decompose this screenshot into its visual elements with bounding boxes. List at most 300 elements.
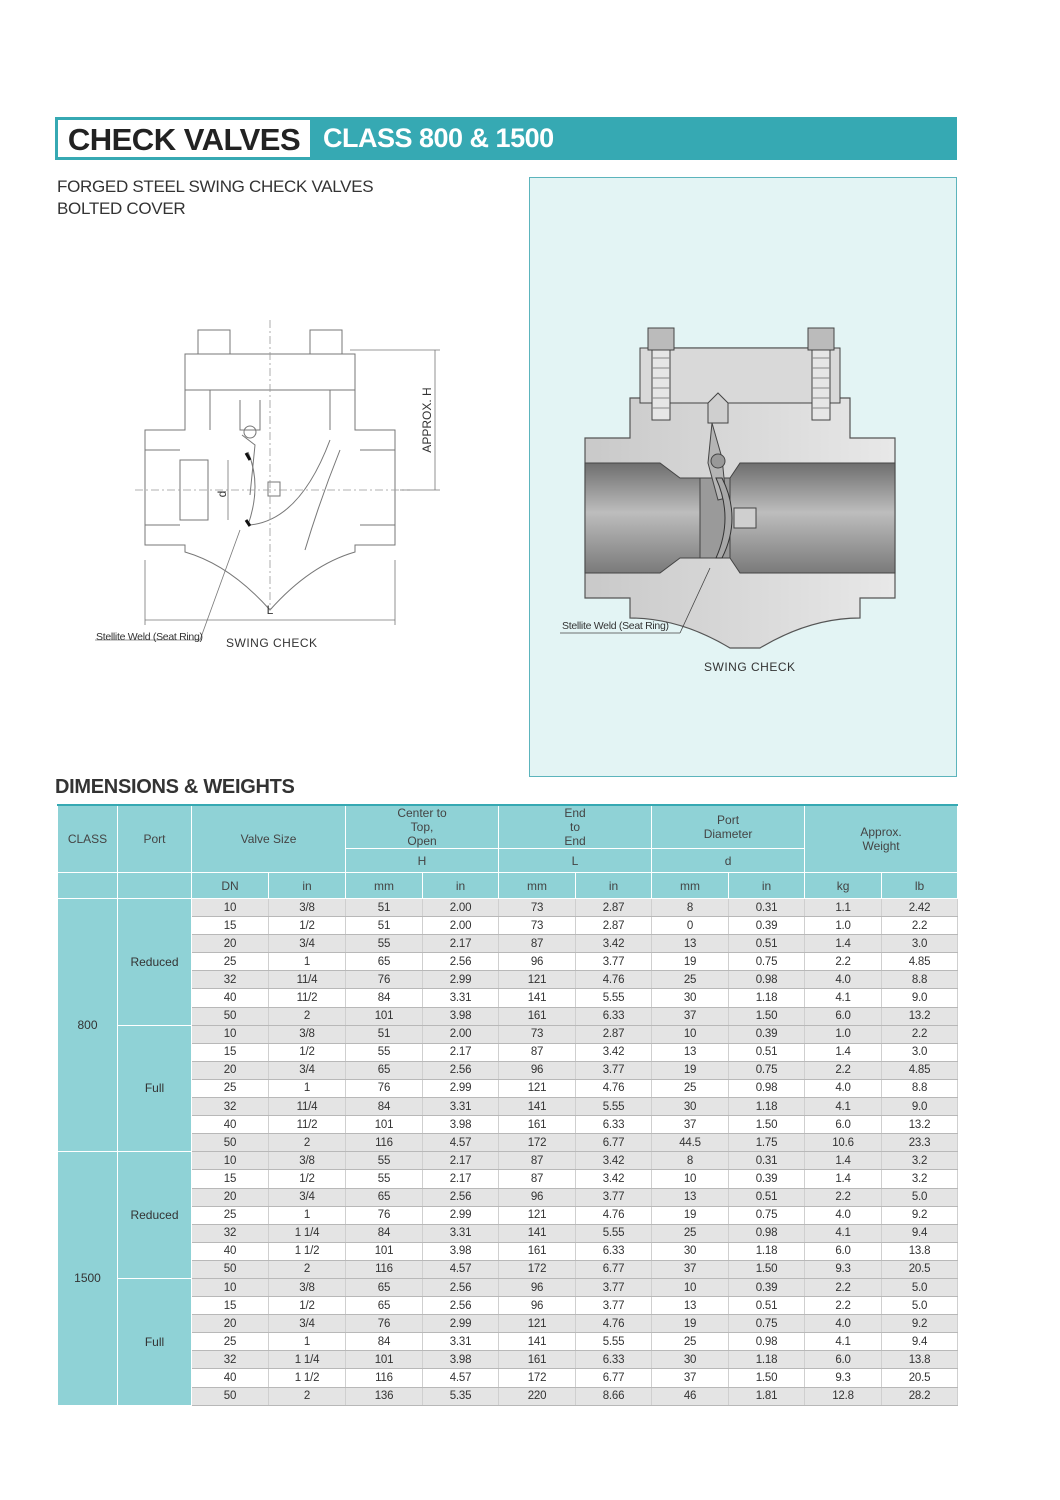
table-cell: 1.4	[805, 935, 882, 953]
table-cell: 37	[652, 1369, 729, 1387]
table-cell: 55	[346, 935, 423, 953]
table-cell: 2.56	[423, 1188, 499, 1206]
table-cell: 2.99	[423, 1206, 499, 1224]
header-end-to-end: End to End	[499, 805, 652, 849]
table-cell: 0.98	[729, 971, 805, 989]
table-cell: 28.2	[882, 1387, 958, 1405]
table-cell: 6.33	[576, 1007, 652, 1025]
table-cell: 9.2	[882, 1206, 958, 1224]
table-cell: 4.76	[576, 971, 652, 989]
table-cell: 2.17	[423, 935, 499, 953]
table-cell: 4.1	[805, 1098, 882, 1116]
class-label: CLASS 800 & 1500	[323, 123, 554, 153]
table-cell: 13.8	[882, 1242, 958, 1260]
table-cell: 10	[192, 1152, 269, 1170]
table-cell: 1/2	[269, 1297, 346, 1315]
port-cell: Reduced	[118, 1152, 192, 1279]
table-row	[58, 1061, 958, 1079]
table-cell: 3/4	[269, 1061, 346, 1079]
table-cell: 6.77	[576, 1369, 652, 1387]
table-cell: 8.8	[882, 971, 958, 989]
table-cell: 3/8	[269, 1278, 346, 1296]
table-cell: 76	[346, 1315, 423, 1333]
table-cell: 1.18	[729, 1098, 805, 1116]
table-cell: 3.31	[423, 1333, 499, 1351]
table-cell: 4.57	[423, 1369, 499, 1387]
table-cell: 4.0	[805, 1206, 882, 1224]
table-cell: 1.0	[805, 1025, 882, 1043]
table-cell: 40	[192, 1242, 269, 1260]
table-cell: 2.2	[805, 1297, 882, 1315]
table-cell: 73	[499, 899, 576, 917]
table-cell: 6.77	[576, 1134, 652, 1152]
header-class: CLASS	[58, 805, 118, 873]
table-cell: 5.55	[576, 1224, 652, 1242]
table-cell: 3.2	[882, 1170, 958, 1188]
table-cell: 50	[192, 1134, 269, 1152]
table-cell: 172	[499, 1369, 576, 1387]
table-cell: 10	[652, 1025, 729, 1043]
table-cell: 1/2	[269, 1043, 346, 1061]
table-cell: 1.50	[729, 1260, 805, 1278]
header-l: L	[499, 849, 652, 873]
table-cell: 1.4	[805, 1152, 882, 1170]
table-cell: 1.50	[729, 1116, 805, 1134]
table-cell: 172	[499, 1134, 576, 1152]
table-row	[58, 1278, 958, 1296]
table-cell: 87	[499, 1170, 576, 1188]
table-cell: 2.2	[882, 917, 958, 935]
unit-mm: mm	[346, 873, 423, 899]
table-cell: 65	[346, 953, 423, 971]
table-cell: 20	[192, 1188, 269, 1206]
table-cell: 40	[192, 1116, 269, 1134]
table-cell: 161	[499, 1116, 576, 1134]
table-cell: 96	[499, 1061, 576, 1079]
table-cell: 6.0	[805, 1007, 882, 1025]
unit-in: in	[729, 873, 805, 899]
header-h: H	[346, 849, 499, 873]
table-cell: 2.2	[805, 1278, 882, 1296]
table-cell: 6.33	[576, 1242, 652, 1260]
table-cell: 3.98	[423, 1242, 499, 1260]
port-cell: Full	[118, 1025, 192, 1152]
table-cell: 9.3	[805, 1260, 882, 1278]
table-cell: 96	[499, 1278, 576, 1296]
table-cell: 116	[346, 1260, 423, 1278]
table-cell: 0.39	[729, 1025, 805, 1043]
table-cell: 10.6	[805, 1134, 882, 1152]
table-cell: 161	[499, 1351, 576, 1369]
table-cell: 15	[192, 1170, 269, 1188]
table-cell: 3.31	[423, 989, 499, 1007]
table-cell: 19	[652, 1061, 729, 1079]
table-cell: 44.5	[652, 1134, 729, 1152]
table-cell: 5.35	[423, 1387, 499, 1405]
table-cell: 6.0	[805, 1351, 882, 1369]
table-cell: 1.18	[729, 1242, 805, 1260]
table-cell: 4.1	[805, 1333, 882, 1351]
unit-in: in	[423, 873, 499, 899]
table-cell: 6.77	[576, 1260, 652, 1278]
table-cell: 20	[192, 1061, 269, 1079]
table-cell: 4.57	[423, 1134, 499, 1152]
table-cell: 2.87	[576, 1025, 652, 1043]
table-cell: 9.4	[882, 1333, 958, 1351]
table-cell: 11/4	[269, 971, 346, 989]
table-cell: 0.75	[729, 1206, 805, 1224]
table-cell: 4.57	[423, 1260, 499, 1278]
table-cell: 101	[346, 1351, 423, 1369]
table-cell: 1 1/4	[269, 1351, 346, 1369]
table-cell: 2.00	[423, 1025, 499, 1043]
table-cell: 2.17	[423, 1152, 499, 1170]
table-cell: 3.31	[423, 1098, 499, 1116]
table-cell: 121	[499, 1079, 576, 1097]
header-valve-size: Valve Size	[192, 805, 346, 873]
unit-lb: lb	[882, 873, 958, 899]
table-row	[58, 899, 958, 917]
table-cell: 1.4	[805, 1043, 882, 1061]
table-cell: 19	[652, 1315, 729, 1333]
table-cell: 3.31	[423, 1224, 499, 1242]
table-cell: 121	[499, 971, 576, 989]
table-cell: 76	[346, 1206, 423, 1224]
table-cell: 5.0	[882, 1278, 958, 1296]
table-cell: 19	[652, 1206, 729, 1224]
table-cell: 8	[652, 1152, 729, 1170]
table-cell: 37	[652, 1007, 729, 1025]
unit-in: in	[269, 873, 346, 899]
table-cell: 96	[499, 953, 576, 971]
table-cell: 0.75	[729, 1315, 805, 1333]
table-cell: 1	[269, 1206, 346, 1224]
table-row	[58, 1387, 958, 1405]
table-cell: 141	[499, 989, 576, 1007]
table-cell: 65	[346, 1061, 423, 1079]
table-cell: 141	[499, 1333, 576, 1351]
port-cell: Full	[118, 1278, 192, 1405]
table-cell: 2.2	[805, 1061, 882, 1079]
table-cell: 2.42	[882, 899, 958, 917]
table-cell: 5.0	[882, 1297, 958, 1315]
table-cell: 2.56	[423, 1061, 499, 1079]
table-cell: 9.0	[882, 1098, 958, 1116]
table-cell: 2.56	[423, 1297, 499, 1315]
table-cell: 65	[346, 1188, 423, 1206]
table-row	[58, 1315, 958, 1333]
table-cell: 6.0	[805, 1242, 882, 1260]
table-cell: 13	[652, 1297, 729, 1315]
table-cell: 0.39	[729, 1278, 805, 1296]
table-cell: 84	[346, 1224, 423, 1242]
table-cell: 3/8	[269, 1152, 346, 1170]
table-cell: 30	[652, 989, 729, 1007]
table-cell: 2.2	[882, 1025, 958, 1043]
table-cell: 25	[192, 953, 269, 971]
table-cell: 1.50	[729, 1007, 805, 1025]
table-cell: 73	[499, 1025, 576, 1043]
table-cell: 30	[652, 1351, 729, 1369]
table-cell: 10	[652, 1278, 729, 1296]
table-cell: 76	[346, 1079, 423, 1097]
table-cell: 161	[499, 1007, 576, 1025]
table-cell: 4.0	[805, 971, 882, 989]
table-row	[58, 917, 958, 935]
table-row	[58, 1116, 958, 1134]
table-cell: 172	[499, 1260, 576, 1278]
header-center-to-top: Center to Top, Open	[346, 805, 499, 849]
table-cell: 0.75	[729, 1061, 805, 1079]
title-banner	[55, 117, 957, 160]
table-cell: 5.55	[576, 989, 652, 1007]
table-row	[58, 1152, 958, 1170]
table-cell: 87	[499, 1152, 576, 1170]
table-cell: 51	[346, 917, 423, 935]
table-cell: 1.1	[805, 899, 882, 917]
table-cell: 76	[346, 971, 423, 989]
table-cell: 20	[192, 935, 269, 953]
table-cell: 13.2	[882, 1007, 958, 1025]
table-cell: 2.00	[423, 917, 499, 935]
table-cell: 3/4	[269, 1188, 346, 1206]
table-cell: 0.51	[729, 1297, 805, 1315]
table-cell: 84	[346, 1098, 423, 1116]
table-row	[58, 1260, 958, 1278]
table-cell: 0.51	[729, 935, 805, 953]
table-cell: 10	[192, 899, 269, 917]
table-cell: 0.31	[729, 1152, 805, 1170]
table-cell: 25	[652, 971, 729, 989]
table-cell: 3.98	[423, 1116, 499, 1134]
table-cell: 37	[652, 1116, 729, 1134]
swing-check-line-drawing	[90, 320, 450, 660]
table-cell: 4.76	[576, 1079, 652, 1097]
table-cell: 2.00	[423, 899, 499, 917]
table-cell: 0.39	[729, 917, 805, 935]
unit-mm: mm	[499, 873, 576, 899]
header-port-spacer	[118, 873, 192, 899]
table-cell: 13.2	[882, 1116, 958, 1134]
table-cell: 23.3	[882, 1134, 958, 1152]
table-cell: 15	[192, 1297, 269, 1315]
table-cell: 4.76	[576, 1315, 652, 1333]
header-class-spacer	[58, 873, 118, 899]
table-cell: 65	[346, 1278, 423, 1296]
table-cell: 4.0	[805, 1079, 882, 1097]
table-cell: 25	[192, 1206, 269, 1224]
table-cell: 11/4	[269, 1098, 346, 1116]
table-cell: 4.76	[576, 1206, 652, 1224]
table-cell: 55	[346, 1170, 423, 1188]
page-title: CHECK VALVES	[57, 119, 311, 158]
subtitle-line-1: FORGED STEEL SWING CHECK VALVES	[57, 177, 374, 196]
table-cell: 25	[652, 1224, 729, 1242]
swing-check-caption-right: SWING CHECK	[704, 660, 796, 674]
table-cell: 1	[269, 1079, 346, 1097]
table-cell: 25	[652, 1333, 729, 1351]
table-cell: 3.98	[423, 1007, 499, 1025]
table-cell: 0.98	[729, 1333, 805, 1351]
seat-ring-label-left: Stellite Weld (Seat Ring)	[96, 631, 203, 643]
table-cell: 121	[499, 1315, 576, 1333]
table-row	[58, 1134, 958, 1152]
table-cell: 3.42	[576, 1043, 652, 1061]
table-cell: 25	[192, 1333, 269, 1351]
table-cell: 13	[652, 1188, 729, 1206]
table-cell: 13	[652, 1043, 729, 1061]
table-cell: 0	[652, 917, 729, 935]
table-cell: 4.1	[805, 1224, 882, 1242]
table-cell: 9.3	[805, 1369, 882, 1387]
table-row	[58, 1351, 958, 1369]
swing-check-cutaway-image	[530, 178, 956, 776]
table-cell: 15	[192, 1043, 269, 1061]
table-cell: 161	[499, 1242, 576, 1260]
table-cell: 3.98	[423, 1351, 499, 1369]
table-row	[58, 971, 958, 989]
table-cell: 2.99	[423, 1315, 499, 1333]
table-row	[58, 1224, 958, 1242]
table-cell: 220	[499, 1387, 576, 1405]
dimension-d-label: d	[215, 490, 229, 498]
table-cell: 46	[652, 1387, 729, 1405]
table-cell: 1.81	[729, 1387, 805, 1405]
header-d: d	[652, 849, 805, 873]
table-cell: 8.66	[576, 1387, 652, 1405]
table-cell: 10	[652, 1170, 729, 1188]
table-cell: 9.0	[882, 989, 958, 1007]
table-cell: 50	[192, 1387, 269, 1405]
table-cell: 3.77	[576, 953, 652, 971]
header-port-diameter: Port Diameter	[652, 805, 805, 849]
class-cell: 800	[58, 899, 118, 1152]
unit-mm: mm	[652, 873, 729, 899]
table-row	[58, 1369, 958, 1387]
table-cell: 3/4	[269, 1315, 346, 1333]
table-cell: 8.8	[882, 1079, 958, 1097]
table-cell: 32	[192, 971, 269, 989]
cutaway-illustration-panel	[529, 177, 957, 777]
table-cell: 50	[192, 1007, 269, 1025]
table-cell: 5.55	[576, 1098, 652, 1116]
table-cell: 51	[346, 899, 423, 917]
table-cell: 3.77	[576, 1278, 652, 1296]
table-cell: 2	[269, 1134, 346, 1152]
table-cell: 136	[346, 1387, 423, 1405]
table-cell: 20.5	[882, 1369, 958, 1387]
table-cell: 20	[192, 1315, 269, 1333]
table-cell: 3/8	[269, 899, 346, 917]
table-cell: 1 1/2	[269, 1242, 346, 1260]
table-cell: 30	[652, 1242, 729, 1260]
table-cell: 40	[192, 1369, 269, 1387]
table-row	[58, 935, 958, 953]
table-cell: 6.33	[576, 1351, 652, 1369]
table-cell: 3.42	[576, 1170, 652, 1188]
table-row	[58, 1007, 958, 1025]
table-cell: 116	[346, 1134, 423, 1152]
table-cell: 65	[346, 1297, 423, 1315]
table-cell: 55	[346, 1152, 423, 1170]
table-cell: 3/8	[269, 1025, 346, 1043]
table-row	[58, 1170, 958, 1188]
table-row	[58, 1079, 958, 1097]
table-cell: 51	[346, 1025, 423, 1043]
table-cell: 4.85	[882, 953, 958, 971]
table-cell: 87	[499, 935, 576, 953]
table-cell: 3.77	[576, 1297, 652, 1315]
table-cell: 2.56	[423, 953, 499, 971]
dimensions-table-wrapper	[57, 804, 957, 1406]
table-cell: 13	[652, 935, 729, 953]
table-cell: 0.51	[729, 1043, 805, 1061]
table-cell: 20.5	[882, 1260, 958, 1278]
table-row	[58, 1188, 958, 1206]
table-cell: 1.18	[729, 1351, 805, 1369]
table-cell: 2	[269, 1007, 346, 1025]
table-cell: 3.2	[882, 1152, 958, 1170]
table-cell: 9.2	[882, 1315, 958, 1333]
table-row	[58, 953, 958, 971]
table-row	[58, 1043, 958, 1061]
table-cell: 13.8	[882, 1351, 958, 1369]
header-approx-weight: Approx. Weight	[805, 805, 958, 873]
table-cell: 3.77	[576, 1188, 652, 1206]
unit-dn: DN	[192, 873, 269, 899]
unit-kg: kg	[805, 873, 882, 899]
table-cell: 6.0	[805, 1116, 882, 1134]
table-cell: 101	[346, 1007, 423, 1025]
table-row	[58, 1242, 958, 1260]
table-cell: 0.51	[729, 1188, 805, 1206]
table-cell: 32	[192, 1351, 269, 1369]
product-subtitle	[57, 176, 373, 220]
table-row	[58, 1025, 958, 1043]
table-cell: 1.4	[805, 1170, 882, 1188]
table-cell: 96	[499, 1297, 576, 1315]
table-cell: 87	[499, 1043, 576, 1061]
table-row	[58, 1206, 958, 1224]
table-cell: 3.77	[576, 1061, 652, 1079]
table-cell: 96	[499, 1188, 576, 1206]
table-cell: 19	[652, 953, 729, 971]
table-cell: 25	[652, 1079, 729, 1097]
table-cell: 37	[652, 1260, 729, 1278]
table-cell: 4.0	[805, 1315, 882, 1333]
header-port: Port	[118, 805, 192, 873]
table-cell: 101	[346, 1242, 423, 1260]
table-cell: 5.55	[576, 1333, 652, 1351]
table-cell: 1.18	[729, 989, 805, 1007]
dimensions-weights-title: DIMENSIONS & WEIGHTS	[55, 776, 295, 798]
table-cell: 11/2	[269, 1116, 346, 1134]
table-cell: 0.98	[729, 1079, 805, 1097]
swing-check-caption-left: SWING CHECK	[226, 636, 318, 650]
table-cell: 1 1/4	[269, 1224, 346, 1242]
table-cell: 1.0	[805, 917, 882, 935]
table-cell: 6.33	[576, 1116, 652, 1134]
table-cell: 2.2	[805, 953, 882, 971]
table-cell: 84	[346, 989, 423, 1007]
table-cell: 1/2	[269, 917, 346, 935]
table-cell: 9.4	[882, 1224, 958, 1242]
table-cell: 2.56	[423, 1278, 499, 1296]
table-cell: 4.85	[882, 1061, 958, 1079]
table-cell: 55	[346, 1043, 423, 1061]
port-cell: Reduced	[118, 899, 192, 1026]
table-cell: 30	[652, 1098, 729, 1116]
